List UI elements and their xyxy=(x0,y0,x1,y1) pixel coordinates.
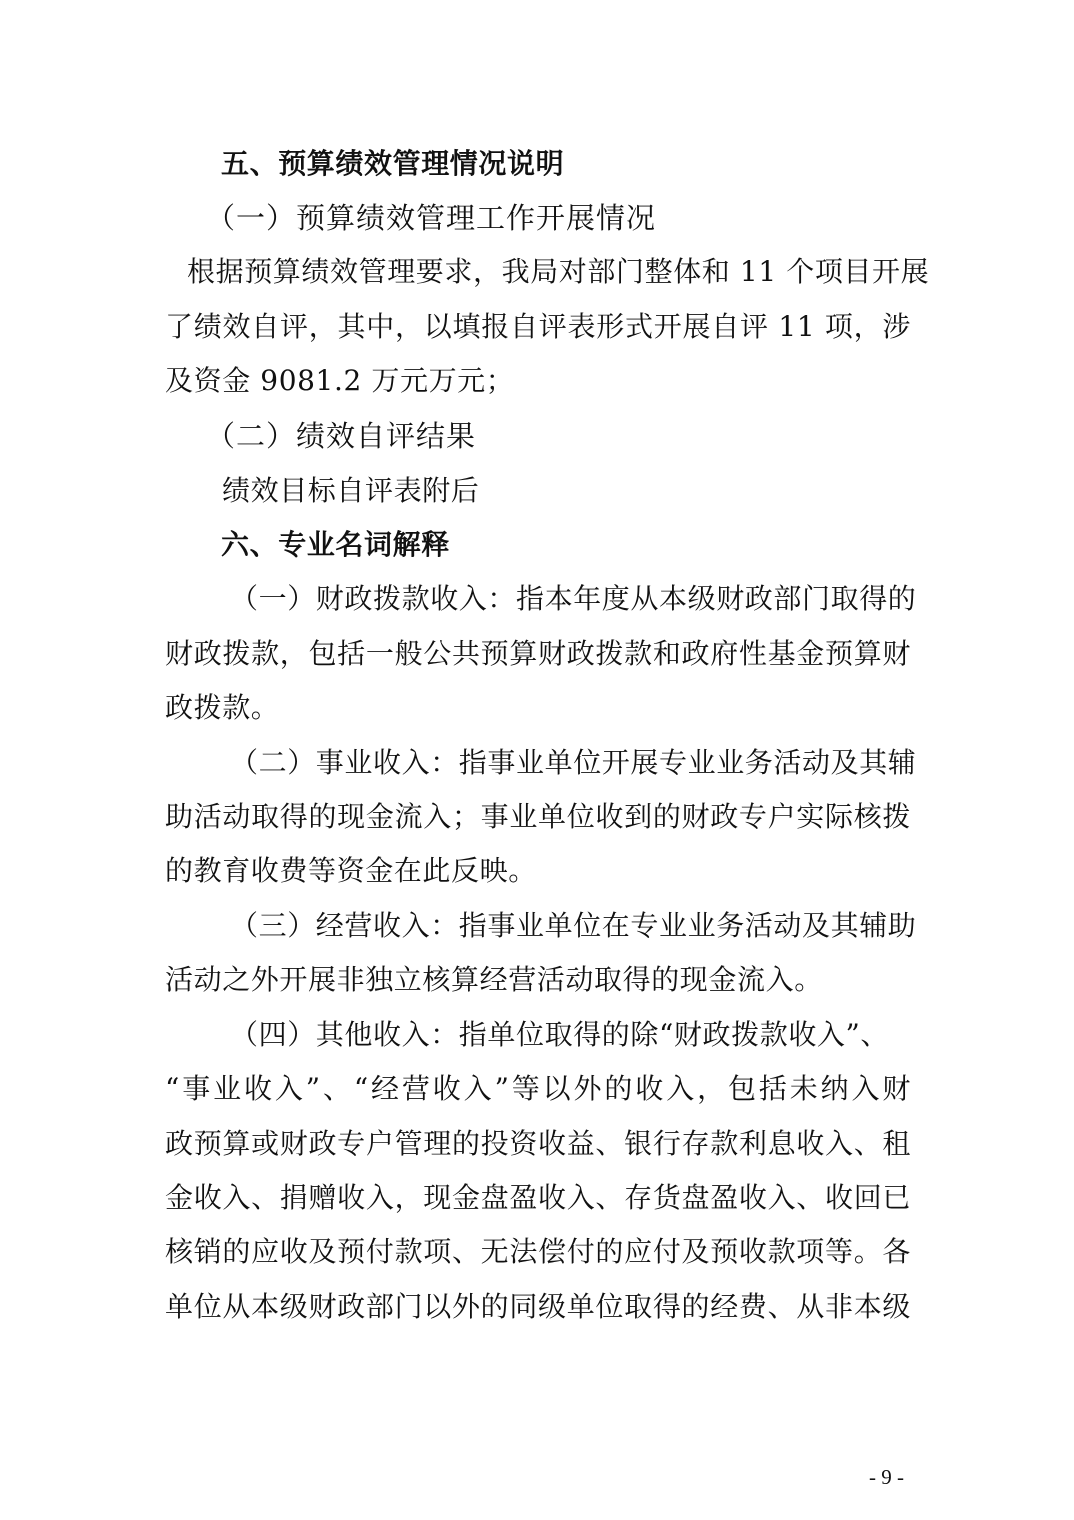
page-number: - 9 - xyxy=(869,1465,904,1489)
paragraph-line: 政预算或财政专户管理的投资收益、银行存款利息收入、租 xyxy=(165,1127,911,1160)
paragraph-line: 金收入、捐赠收入，现金盘盈收入、存货盘盈收入、收回已 xyxy=(165,1181,911,1214)
subheading-self-evaluation: （二）绩效自评结果 xyxy=(206,419,477,453)
paragraph-line: 核销的应收及预付款项、无法偿付的应付及预收款项等。各 xyxy=(165,1235,911,1268)
paragraph-line: 了绩效自评，其中，以填报自评表形式开展自评 11 项，涉 xyxy=(165,310,911,343)
paragraph-line: 单位从本级财政部门以外的同级单位取得的经费、从非本级 xyxy=(165,1290,911,1323)
paragraph-line: 根据预算绩效管理要求，我局对部门整体和 11 个项目开展 xyxy=(187,255,930,288)
section-heading-terms: 六、专业名词解释 xyxy=(221,528,450,561)
subheading-performance-work: （一）预算绩效管理工作开展情况 xyxy=(206,201,657,235)
paragraph-line: 的教育收费等资金在此反映。 xyxy=(165,854,537,887)
paragraph-line: 活动之外开展非独立核算经营活动取得的现金流入。 xyxy=(165,963,823,996)
paragraph-line: （二）事业收入：指事业单位开展专业业务活动及其辅 xyxy=(230,746,917,779)
section-heading-performance: 五、预算绩效管理情况说明 xyxy=(221,147,565,180)
paragraph-line: 助活动取得的现金流入；事业单位收到的财政专户实际核拨 xyxy=(165,800,911,833)
paragraph-line: 政拨款。 xyxy=(165,691,280,724)
paragraph-line: （一）财政拨款收入：指本年度从本级财政部门取得的 xyxy=(230,582,917,615)
paragraph-line: “事业收入”、“经营收入”等以外的收入，包括未纳入财 xyxy=(165,1072,911,1105)
paragraph-line: 及资金 9081.2 万元万元； xyxy=(165,364,515,397)
paragraph-line: （三）经营收入：指事业单位在专业业务活动及其辅助 xyxy=(230,909,917,942)
paragraph-line: 财政拨款，包括一般公共预算财政拨款和政府性基金预算财 xyxy=(165,637,911,670)
paragraph-line: （四）其他收入：指单位取得的除“财政拨款收入”、 xyxy=(230,1018,890,1051)
paragraph-line: 绩效目标自评表附后 xyxy=(222,474,480,507)
